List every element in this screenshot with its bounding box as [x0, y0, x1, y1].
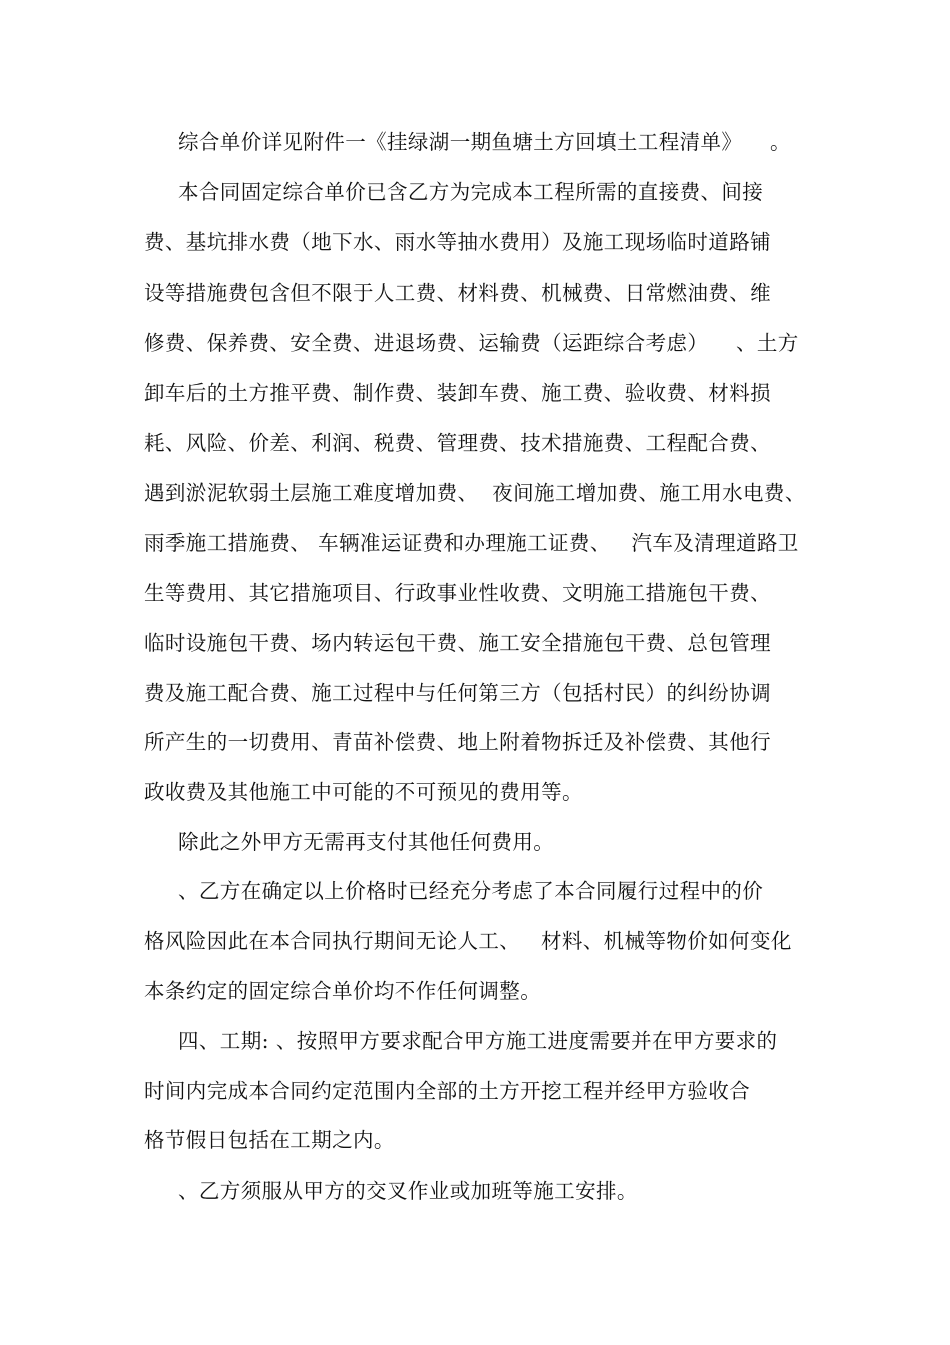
- text-line-21: 格节假日包括在工期之内。: [144, 1128, 395, 1152]
- text-line-11: 临时设施包干费、场内转运包干费、施工安全措施包干费、总包管理: [144, 631, 771, 655]
- text-line-16: 、乙方在确定以上价格时已经充分考虑了本合同履行过程中的价: [178, 879, 764, 903]
- text-line-5: 修费、保养费、安全费、进退场费、运输费（运距综合考虑） 、土方: [144, 331, 799, 355]
- text-line-3: 费、基坑排水费（地下水、雨水等抽水费用）及施工现场临时道路铺: [144, 230, 771, 254]
- text-line-22: 、乙方须服从甲方的交叉作业或加班等施工安排。: [178, 1179, 638, 1203]
- text-line-8: 遇到淤泥软弱土层施工难度增加费、 夜间施工增加费、施工用水电费、: [144, 481, 806, 505]
- text-line-4: 设等措施费包含但不限于人工费、材料费、机械费、日常燃油费、维: [144, 281, 771, 305]
- text-line-9: 雨季施工措施费、 车辆准运证费和办理施工证费、 汽车及清理道路卫: [144, 531, 799, 555]
- text-line-18: 本条约定的固定综合单价均不作任何调整。: [144, 979, 542, 1003]
- text-line-19: 四、工期: 、按照甲方要求配合甲方施工进度需要并在甲方要求的: [178, 1029, 778, 1053]
- text-line-13: 所产生的一切费用、青苗补偿费、地上附着物拆迁及补偿费、其他行: [144, 730, 771, 754]
- text-line-15: 除此之外甲方无需再支付其他任何费用。: [178, 830, 555, 854]
- text-line-7: 耗、风险、价差、利润、税费、管理费、技术措施费、工程配合费、: [144, 431, 771, 455]
- text-line-2: 本合同固定综合单价已含乙方为完成本工程所需的直接费、间接: [178, 180, 764, 204]
- text-line-6: 卸车后的土方推平费、制作费、装卸车费、施工费、验收费、材料损: [144, 381, 771, 405]
- text-line-12: 费及施工配合费、施工过程中与任何第三方（包括村民）的纠纷协调: [144, 681, 771, 705]
- text-line-1: 综合单价详见附件一《挂绿湖一期鱼塘土方回填土工程清单》 。: [178, 130, 791, 154]
- text-line-14: 政收费及其他施工中可能的不可预见的费用等。: [144, 780, 583, 804]
- text-line-10: 生等费用、其它措施项目、行政事业性收费、文明施工措施包干费、: [144, 581, 771, 605]
- text-line-17: 格风险因此在本合同执行期间无论人工、 材料、机械等物价如何变化: [144, 929, 792, 953]
- text-line-20: 时间内完成本合同约定范围内全部的土方开挖工程并经甲方验收合: [144, 1079, 751, 1103]
